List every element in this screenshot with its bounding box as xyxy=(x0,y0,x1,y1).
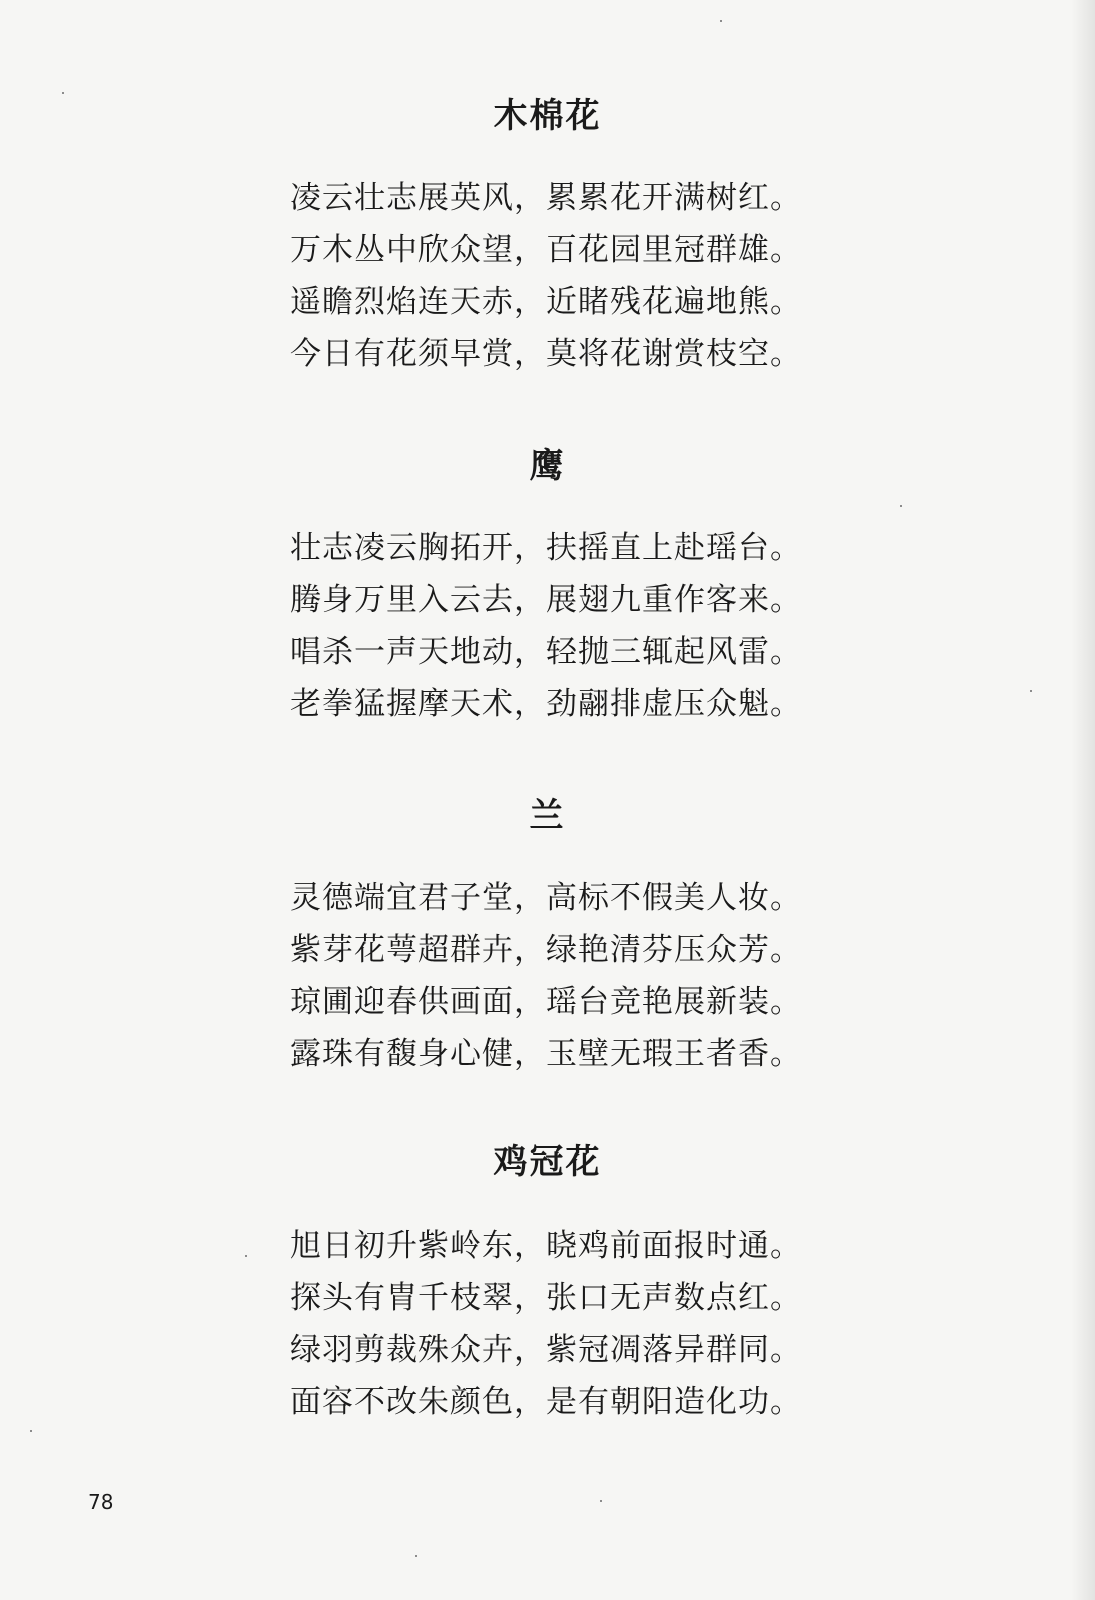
poem-line: 遥瞻烈焰连天赤，近睹残花遍地熊。 xyxy=(290,284,802,320)
poem-title: 鹰 xyxy=(529,446,566,486)
poem-body xyxy=(290,522,830,730)
poem-line: 老拳猛握摩天术，劲翮排虚压众魁。 xyxy=(290,686,802,722)
poem-line: 腾身万里入云去，展翅九重作客来。 xyxy=(290,582,802,618)
poem-body xyxy=(290,872,830,1080)
scan-speck xyxy=(62,92,64,94)
poem-line: 万木丛中欣众望，百花园里冠群雄。 xyxy=(290,232,802,268)
poem-line: 灵德端宜君子堂，高标不假美人妆。 xyxy=(290,880,802,916)
poem-line: 探头有胄千枝翠，张口无声数点红。 xyxy=(290,1280,802,1316)
poem-title: 木棉花 xyxy=(493,96,602,136)
poem-line: 面容不改朱颜色，是有朝阳造化功。 xyxy=(290,1384,802,1420)
poem-line: 琼圃迎春供画面，瑶台竞艳展新装。 xyxy=(290,984,802,1020)
poem-line: 紫芽花萼超群卉，绿艳清芬压众芳。 xyxy=(290,932,802,968)
poem-line: 今日有花须早赏，莫将花谢赏枝空。 xyxy=(290,336,802,372)
scan-speck xyxy=(720,20,722,22)
scan-speck xyxy=(245,1255,247,1257)
poem-line: 唱杀一声天地动，轻抛三辄起风雷。 xyxy=(290,634,802,670)
poem-body xyxy=(290,172,830,380)
scan-speck xyxy=(1030,690,1032,692)
poem-line: 壮志凌云胸拓开，扶摇直上赴瑶台。 xyxy=(290,530,802,566)
scan-speck xyxy=(30,1430,32,1432)
scan-speck xyxy=(415,1555,417,1557)
scan-speck xyxy=(900,505,902,507)
poem-line: 绿羽剪裁殊众卉，紫冠凋落异群同。 xyxy=(290,1332,802,1368)
scan-speck xyxy=(600,1500,602,1502)
poem-line: 凌云壮志展英风，累累花开满树红。 xyxy=(290,180,802,216)
poem-title: 兰 xyxy=(529,796,566,836)
page-number: 78 xyxy=(88,1490,114,1514)
poem-title: 鸡冠花 xyxy=(493,1142,602,1182)
poem-body xyxy=(290,1220,830,1428)
poem-line: 旭日初升紫岭东，晓鸡前面报时通。 xyxy=(290,1228,802,1264)
poem-line: 露珠有馥身心健，玉壁无瑕王者香。 xyxy=(290,1036,802,1072)
